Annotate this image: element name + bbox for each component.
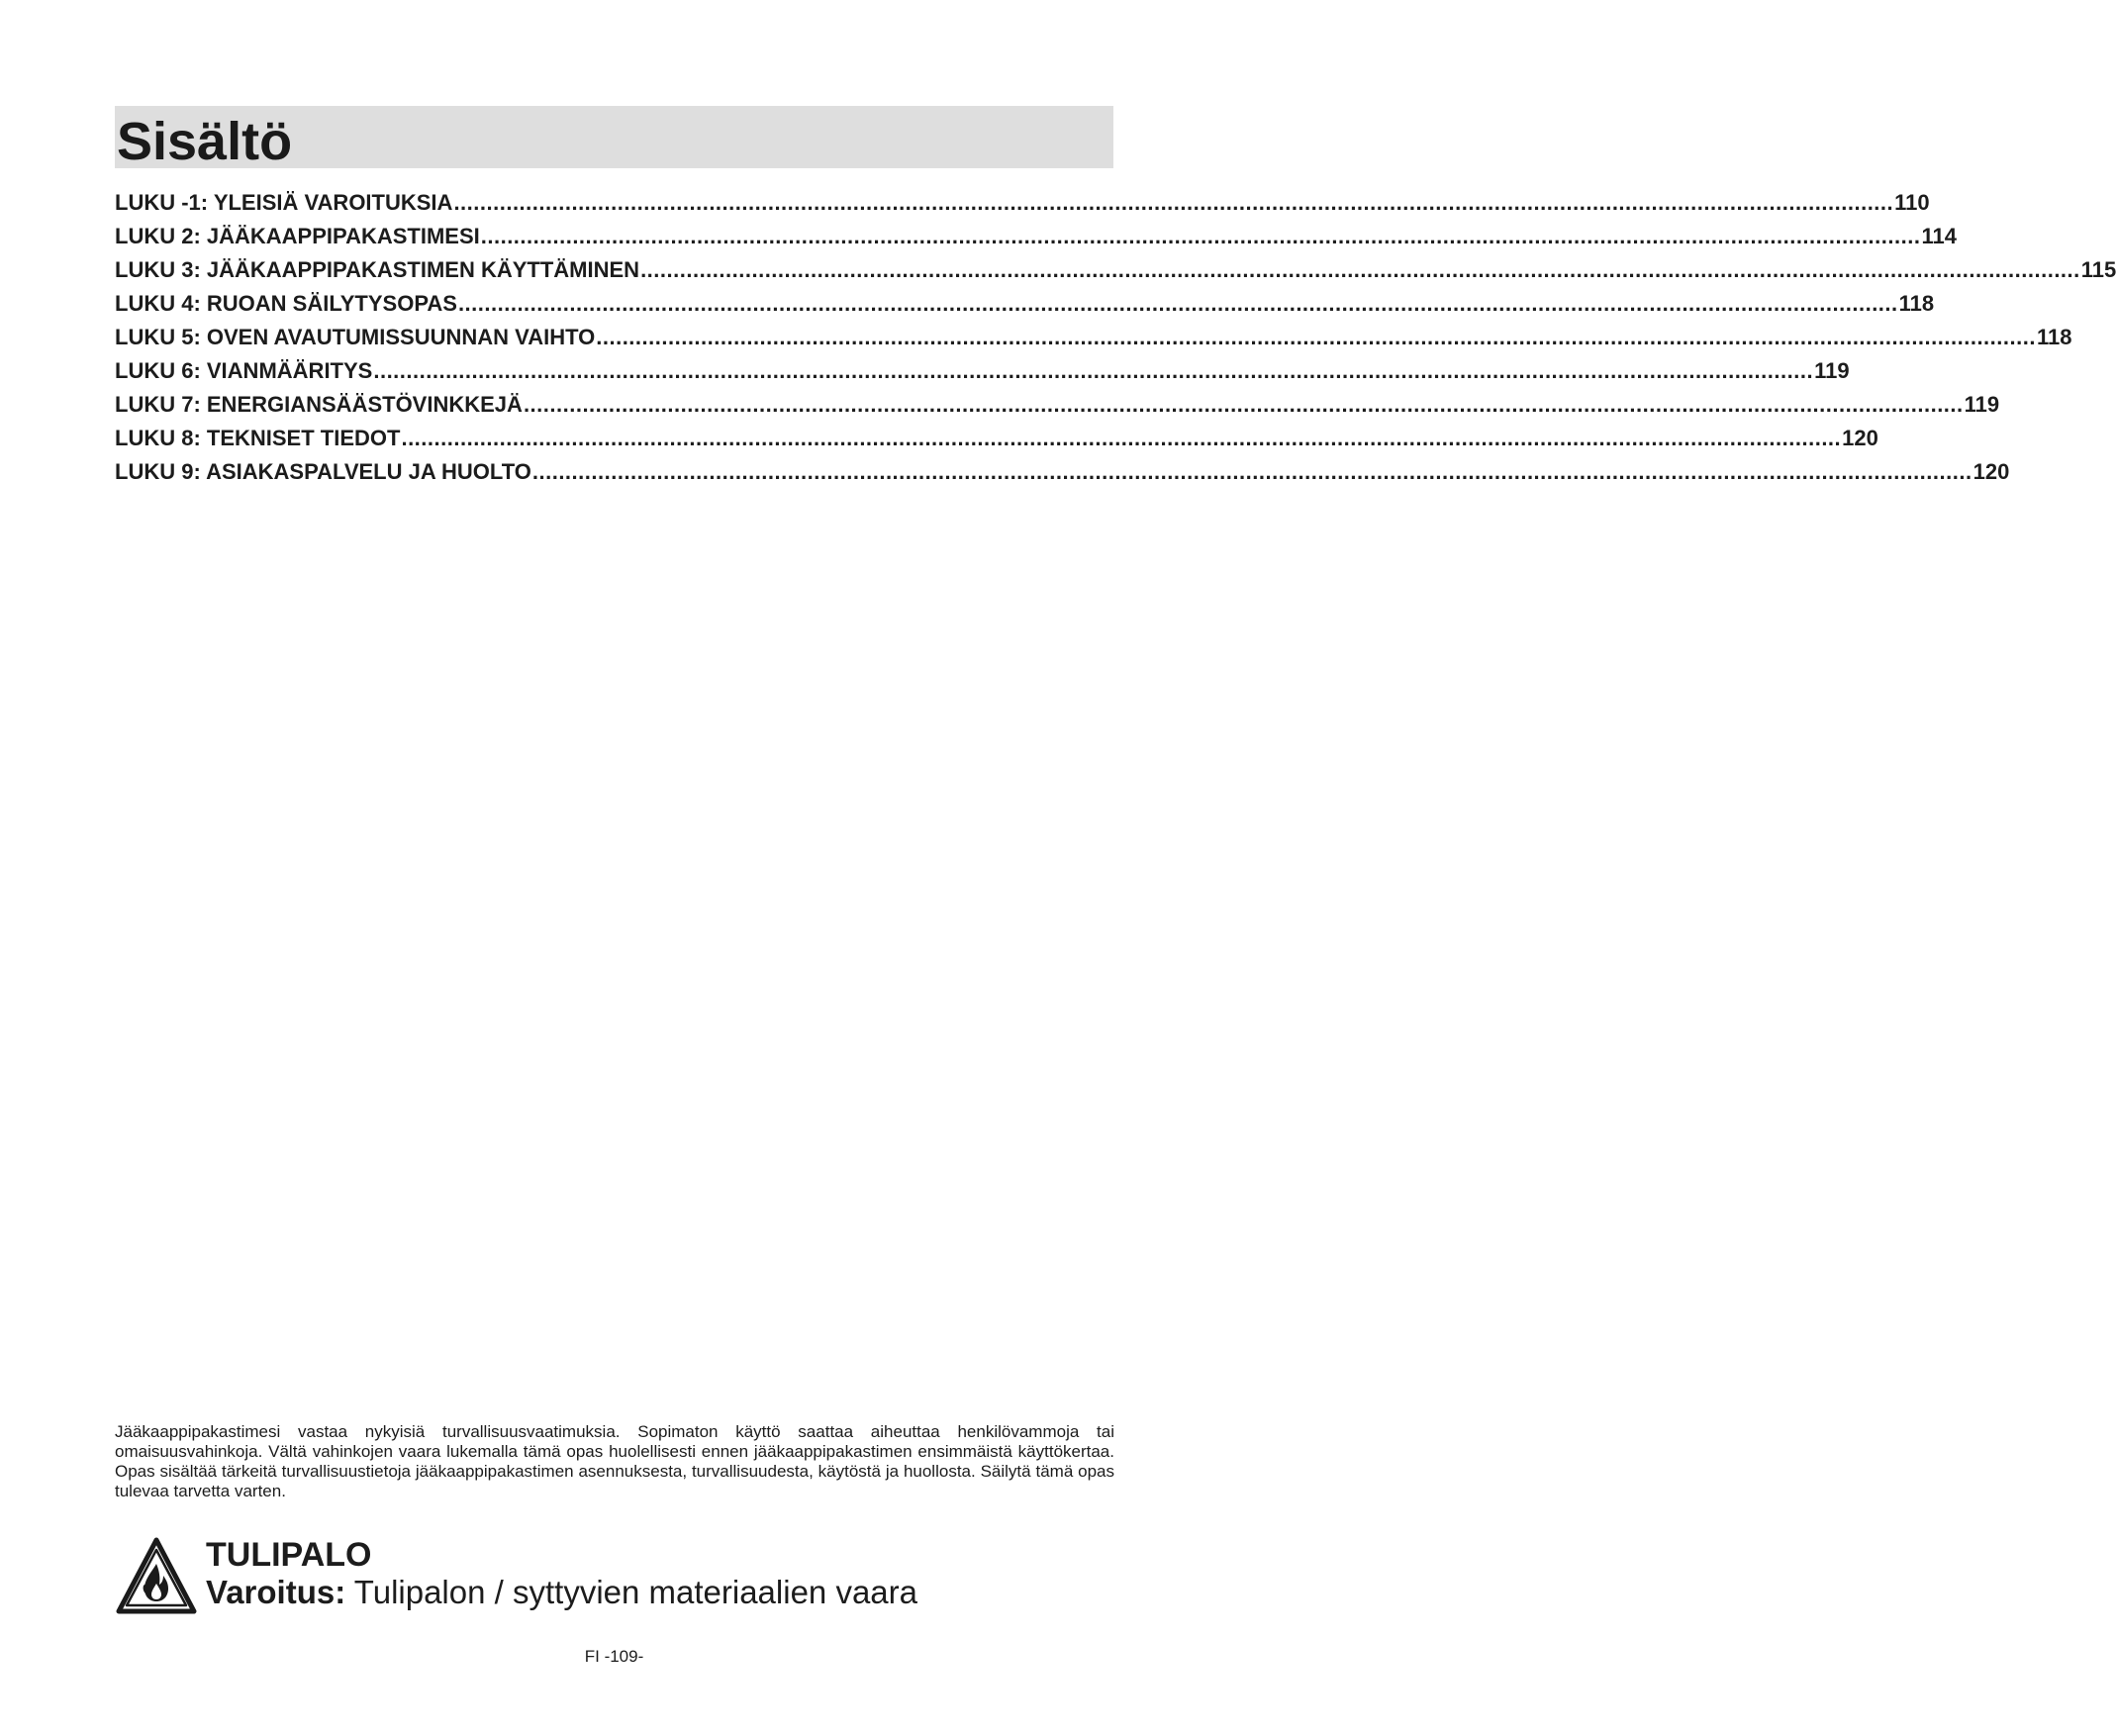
toc-entry-3[interactable]: [115, 257, 2116, 291]
toc-leader-dots: ............................................................................................................................................................................................................................: [480, 224, 1921, 248]
toc-leader-dots: ............................................................................................................................................................................................................................: [457, 291, 1898, 316]
toc-entry-label: LUKU 4: RUOAN SÄILYTYSOPAS: [115, 291, 457, 316]
toc-leader-dots: ............................................................................................................................................................................................................................: [401, 426, 1842, 450]
toc-entry-page: 110: [1894, 190, 1930, 215]
toc-entry-1[interactable]: [115, 190, 1930, 224]
toc-entry-label: LUKU 3: JÄÄKAAPPIPAKASTIMEN KÄYTTÄMINEN: [115, 257, 640, 282]
warning-title: TULIPALO: [206, 1536, 372, 1574]
title-band: [115, 106, 1113, 171]
toc-leader-dots: ............................................................................................................................................................................................................................: [596, 325, 2036, 349]
toc-entry-page: 118: [1898, 291, 1935, 316]
toc-entry-page: 119: [1964, 392, 2000, 417]
page-number: FI -109-: [584, 1647, 644, 1666]
toc-entry-page: 115: [2080, 257, 2116, 282]
toc-entry-2[interactable]: [115, 224, 1957, 257]
fire-hazard-icon: [115, 1536, 198, 1615]
toc-leader-dots: ............................................................................................................................................................................................................................: [453, 190, 1894, 215]
toc-leader-dots: ............................................................................................................................................................................................................................: [640, 257, 2080, 282]
toc-entry-page: 118: [2036, 325, 2072, 349]
toc-entry-page: 120: [1972, 459, 2010, 484]
table-of-contents: [115, 190, 2116, 493]
toc-entry-label: LUKU 5: OVEN AVAUTUMISSUUNNAN VAIHTO: [115, 325, 596, 349]
page-title: Sisältö: [117, 112, 293, 171]
toc-entry-label: LUKU 2: JÄÄKAAPPIPAKASTIMESI: [115, 224, 480, 248]
toc-entry-label: LUKU 7: ENERGIANSÄÄSTÖVINKKEJÄ: [115, 392, 523, 417]
toc-entry-page: 119: [1814, 358, 1850, 383]
toc-entry-page: 120: [1842, 426, 1878, 450]
toc-entry-page: 114: [1921, 224, 1957, 248]
toc-entry-7[interactable]: [115, 392, 2000, 426]
toc-leader-dots: ............................................................................................................................................................................................................................: [523, 392, 1964, 417]
toc-entry-5[interactable]: [115, 325, 2072, 358]
toc-entry-8[interactable]: [115, 426, 1878, 459]
fire-warning: [115, 1534, 1114, 1623]
toc-entry-label: LUKU 8: TEKNISET TIEDOT: [115, 426, 401, 450]
warning-line: [206, 1574, 917, 1611]
toc-leader-dots: ............................................................................................................................................................................................................................: [373, 358, 1814, 383]
warning-text: Tulipalon / syttyvien materiaalien vaara: [353, 1574, 917, 1610]
toc-leader-dots: ............................................................................................................................................................................................................................: [531, 459, 1972, 484]
toc-entry-4[interactable]: [115, 291, 1935, 325]
toc-entry-label: LUKU 9: ASIAKASPALVELU JA HUOLTO: [115, 459, 531, 484]
toc-entry-label: LUKU 6: VIANMÄÄRITYS: [115, 358, 373, 383]
warning-label: Varoitus:: [206, 1574, 346, 1610]
toc-entry-label: LUKU -1: YLEISIÄ VAROITUKSIA: [115, 190, 453, 215]
intro-paragraph: Jääkaappipakastimesi vastaa nykyisiä turvallisuusvaatimuksia. Sopimaton käyttö saattaa aiheuttaa henkilövammoja tai omaisuusvahinkoja. Vältä vahinkojen vaara lukemalla tämä opas huolellisesti ennen jääkaappipakastimen ensimmäistä käyttökertaa. Opas sisältää tärkeitä turvallisuustietoja jääkaappipakastimen asennuksesta, turvallisuudesta, käytöstä ja huollosta. Säilytä tämä opas tulevaa tarvetta varten.: [115, 1422, 1114, 1500]
toc-entry-6[interactable]: [115, 358, 1850, 392]
toc-entry-9[interactable]: [115, 459, 2010, 493]
